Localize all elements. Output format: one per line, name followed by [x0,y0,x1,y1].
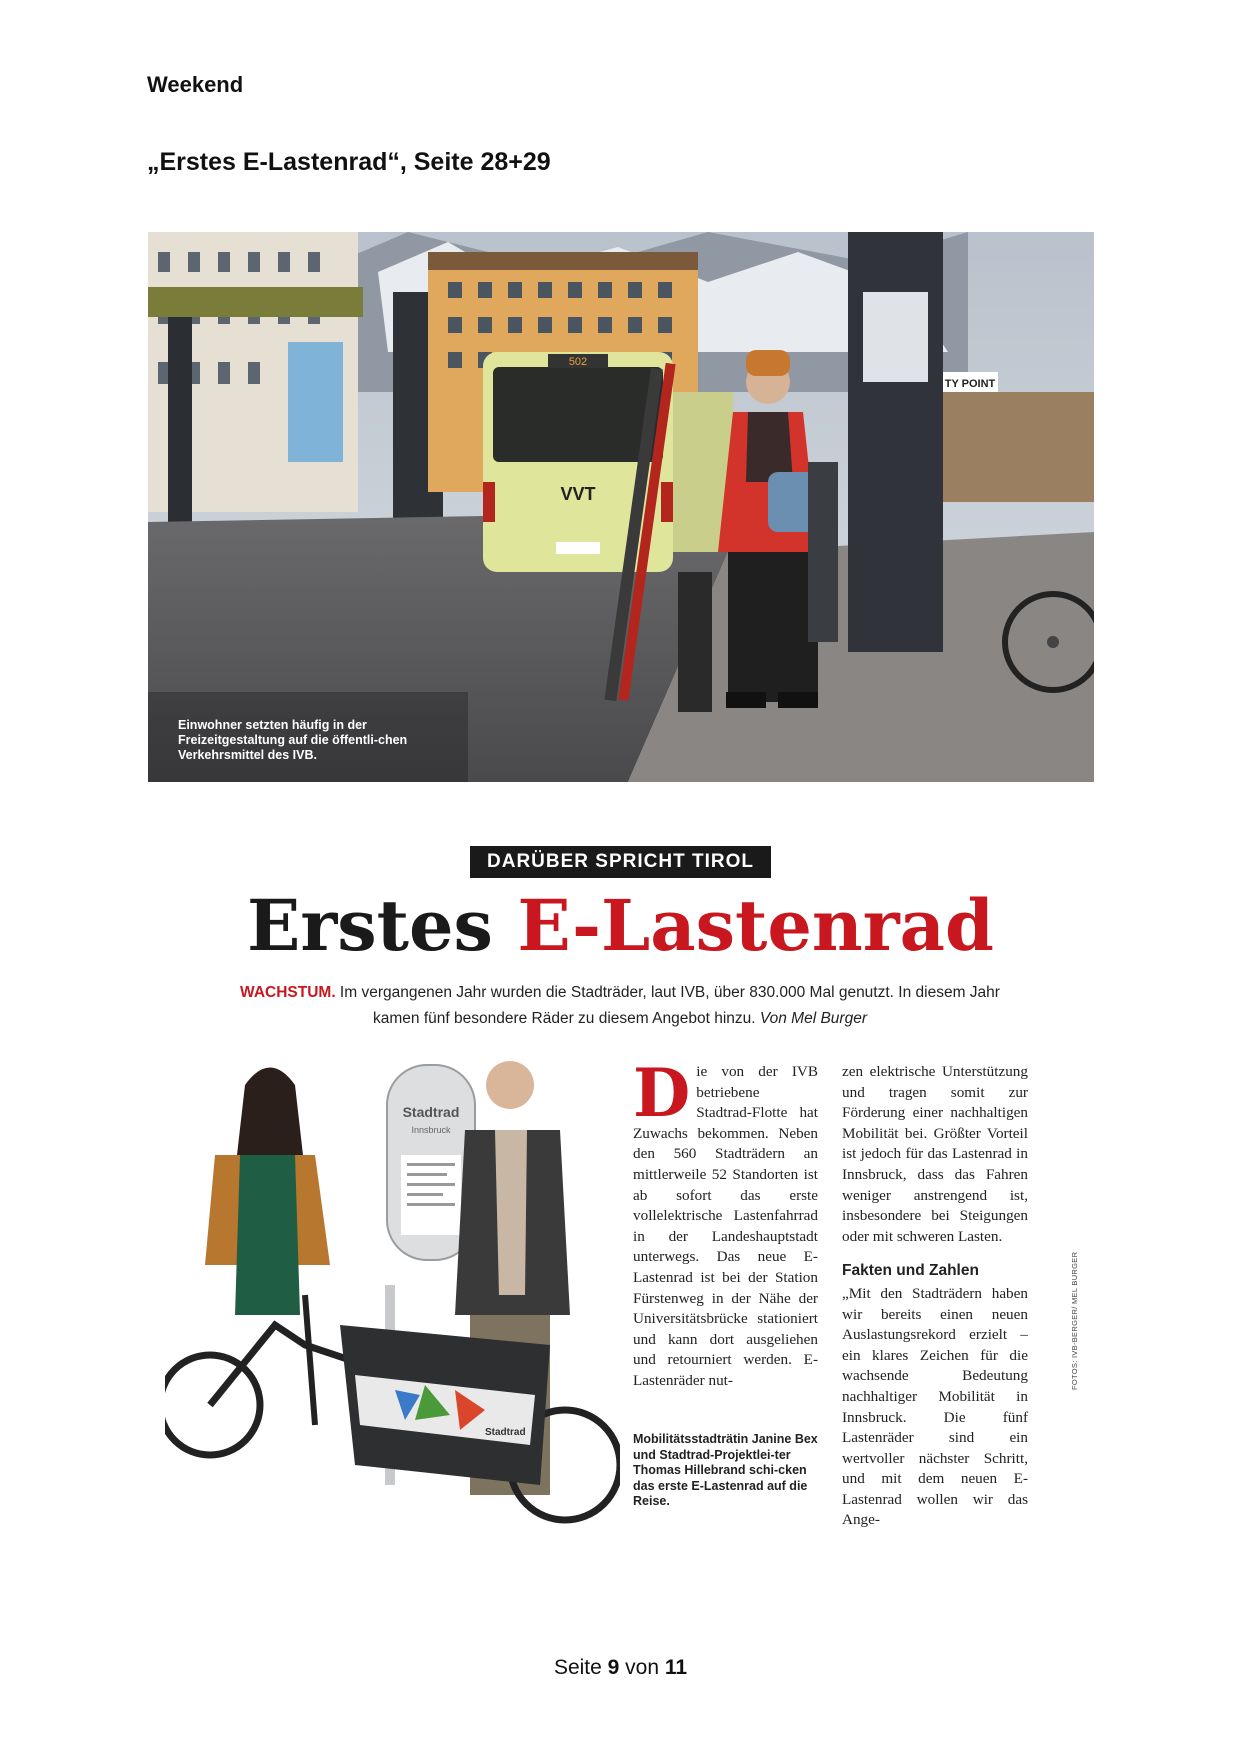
column-2-text-b: „Mit den Stadträdern haben wir bereits einen neuen Auslastungsrekord erzielt – ein klares Zeichen für die wachsende Bedeutung nachhaltiger Mobilität in Innsbruck. Die fünf Lastenräder sind ein wertvoller nächster Schritt, und mit dem neuen E-Lastenrad wollen wir das Ange- [842,1284,1028,1529]
drop-cap: D [633,1054,691,1132]
bus-logo: VVT [560,484,596,504]
headline-part-2: E-Lastenrad [517,884,994,967]
article-column-1 [633,1054,818,1392]
article-column-2 [842,1062,1028,1531]
lead-tag: WACHSTUM. [240,984,336,1001]
article-reference: „Erstes E-Lastenrad“, Seite 28+29 [147,148,551,176]
total-pages: 11 [664,1656,688,1679]
photo-credit: FOTOS: IVB-BERGER/ MEL BURGER [1070,1251,1079,1390]
bus-stop-photo [148,232,1094,782]
cargo-bike-photo [165,1045,620,1535]
column-1-text: ie von der IVB betriebene Stadtrad-Flotte hat Zuwachs bekommen. Neben den 560 Stadträdern an mittlerweile 52 Standorten ist ab sofort das erste vollelektrische Lastenfahrrad in der Landeshauptstadt unterwegs. Das neue E-Lastenrad ist bei der Station Fürstenweg in der Nähe der Universitätsbrücke stationiert und kann dort ausgeliehen und retourniert werden. E-Lastenräder nut- [633,1063,818,1389]
sign-title: Stadtrad [402,1104,460,1120]
page-separator: von [619,1656,665,1679]
sign-subtitle: Innsbruck [411,1125,451,1135]
lead-text: Im vergangenen Jahr wurden die Stadträder, laut IVB, über 830.000 Mal genutzt. In diesem Jahr kamen fünf besondere Räder zu diesem Angebot hinzu. [335,984,1000,1027]
kicker-badge: DARÜBER SPRICHT TIROL [470,846,771,878]
current-page: 9 [607,1656,620,1679]
box-label: Stadtrad [485,1427,526,1438]
section-title: Weekend [147,72,244,97]
page-prefix: Seite [553,1656,608,1679]
stop-sign-text: TY POINT [944,378,996,390]
headline-part-1: Erstes [247,884,518,967]
headline [0,885,1241,967]
photo-caption: Einwohner setzten häufig in der Freizeitgestaltung auf die öffentli-chen Verkehrsmittel des IVB. [178,718,408,762]
bus-route-number: 502 [568,356,588,368]
byline: Von Mel Burger [759,1010,867,1027]
column-2-text-a: zen elektrische Unterstützung und tragen somit zur Förderung einer nachhaltigen Mobilität bei. Größter Vorteil ist jedoch für das Lastenrad in Innsbruck, dass das Fahren weniger anstrengend ist, insbesondere bei Steigungen oder mit schweren Lasten. [842,1063,1028,1245]
lead-paragraph [230,980,1010,1032]
bike-photo-caption: Mobilitätsstadträtin Janine Bex und Stadtrad-Projektlei-ter Thomas Hillebrand schi-cken das erste E-Lastenrad auf die Reise. [633,1432,818,1508]
subheading: Fakten und Zahlen [842,1262,979,1280]
page-number [0,1656,1241,1680]
